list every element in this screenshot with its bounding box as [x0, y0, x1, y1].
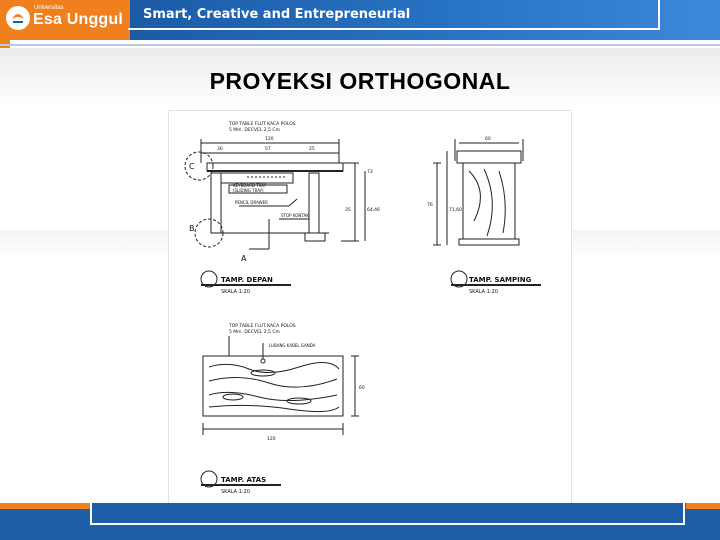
front-dim-57: 57	[265, 147, 271, 152]
slide-title: PROYEKSI ORTHOGONAL	[209, 68, 511, 94]
front-view-label: TAMP. DEPAN	[221, 276, 273, 284]
top-note-hole: LUBANG KABEL GANDA	[269, 343, 316, 348]
top-view-label: TAMP. ATAS	[221, 476, 267, 484]
front-foot	[305, 233, 325, 241]
footer-accent-right	[686, 503, 720, 509]
front-note-top-1: TOP TABLE FLUT KACA POLOS	[229, 122, 296, 127]
front-dim-35: 35	[345, 208, 351, 213]
tagline: Smart, Creative and Entrepreneurial	[143, 7, 411, 22]
front-note-stop: STOP KONTAK	[281, 213, 309, 218]
front-dim-73: 73	[367, 170, 373, 175]
side-band-right	[568, 230, 720, 260]
front-dim-120: 120	[265, 137, 274, 142]
front-leg-right	[309, 173, 319, 233]
front-mark-c: C	[189, 162, 195, 171]
top-note-1: TOP TABLE FLUT KACA POLOS	[229, 324, 296, 329]
top-dim-120: 120	[267, 437, 276, 442]
logo	[0, 0, 130, 40]
logo-emblem-icon	[6, 6, 30, 30]
side-dim-7160: 71,60	[449, 208, 462, 213]
front-view-scale: SKALA 1:20	[221, 289, 250, 295]
front-mark-a: A	[241, 254, 247, 263]
side-dim-60: 60	[485, 137, 491, 142]
technical-drawing	[168, 110, 572, 505]
front-note-tray: KEYBOARD TRAY	[233, 183, 267, 188]
footer-frame	[90, 503, 685, 525]
front-dim-30: 30	[217, 147, 223, 152]
top-dim-60: 60	[359, 386, 365, 391]
side-view-label: TAMP. SAMPING	[469, 276, 532, 284]
side-view-scale: SKALA 1:20	[469, 289, 498, 295]
side-wood-grain	[469, 169, 505, 236]
top-view-scale: SKALA 1:20	[221, 489, 250, 495]
front-note-top-2: 5 Mm. DECVEL 2,5 Cm	[229, 128, 280, 133]
drawing-svg	[169, 111, 571, 504]
side-band-left	[0, 230, 170, 260]
top-note-2: 5 Mm. DECVEL 2,5 Cm	[229, 330, 280, 335]
front-note-tray-2: (SLIDING TRAY)	[233, 188, 264, 193]
side-dim-76: 76	[427, 203, 433, 208]
top-view-wood-grain	[209, 362, 339, 411]
header-divider	[0, 44, 720, 46]
side-base	[459, 239, 519, 245]
footer-accent-left	[0, 503, 90, 509]
front-mark-b: B	[189, 224, 195, 233]
front-dim-25: 25	[309, 147, 315, 152]
logo-name: Esa Unggul	[33, 11, 124, 28]
front-tabletop	[207, 163, 343, 171]
side-tabletop	[457, 151, 521, 163]
front-apron	[221, 173, 293, 183]
front-note-drawer: PENCIL DRAWER	[235, 200, 268, 205]
logo-subtitle: Universitas	[34, 5, 64, 11]
front-dim-6466: 64,46	[367, 208, 380, 213]
